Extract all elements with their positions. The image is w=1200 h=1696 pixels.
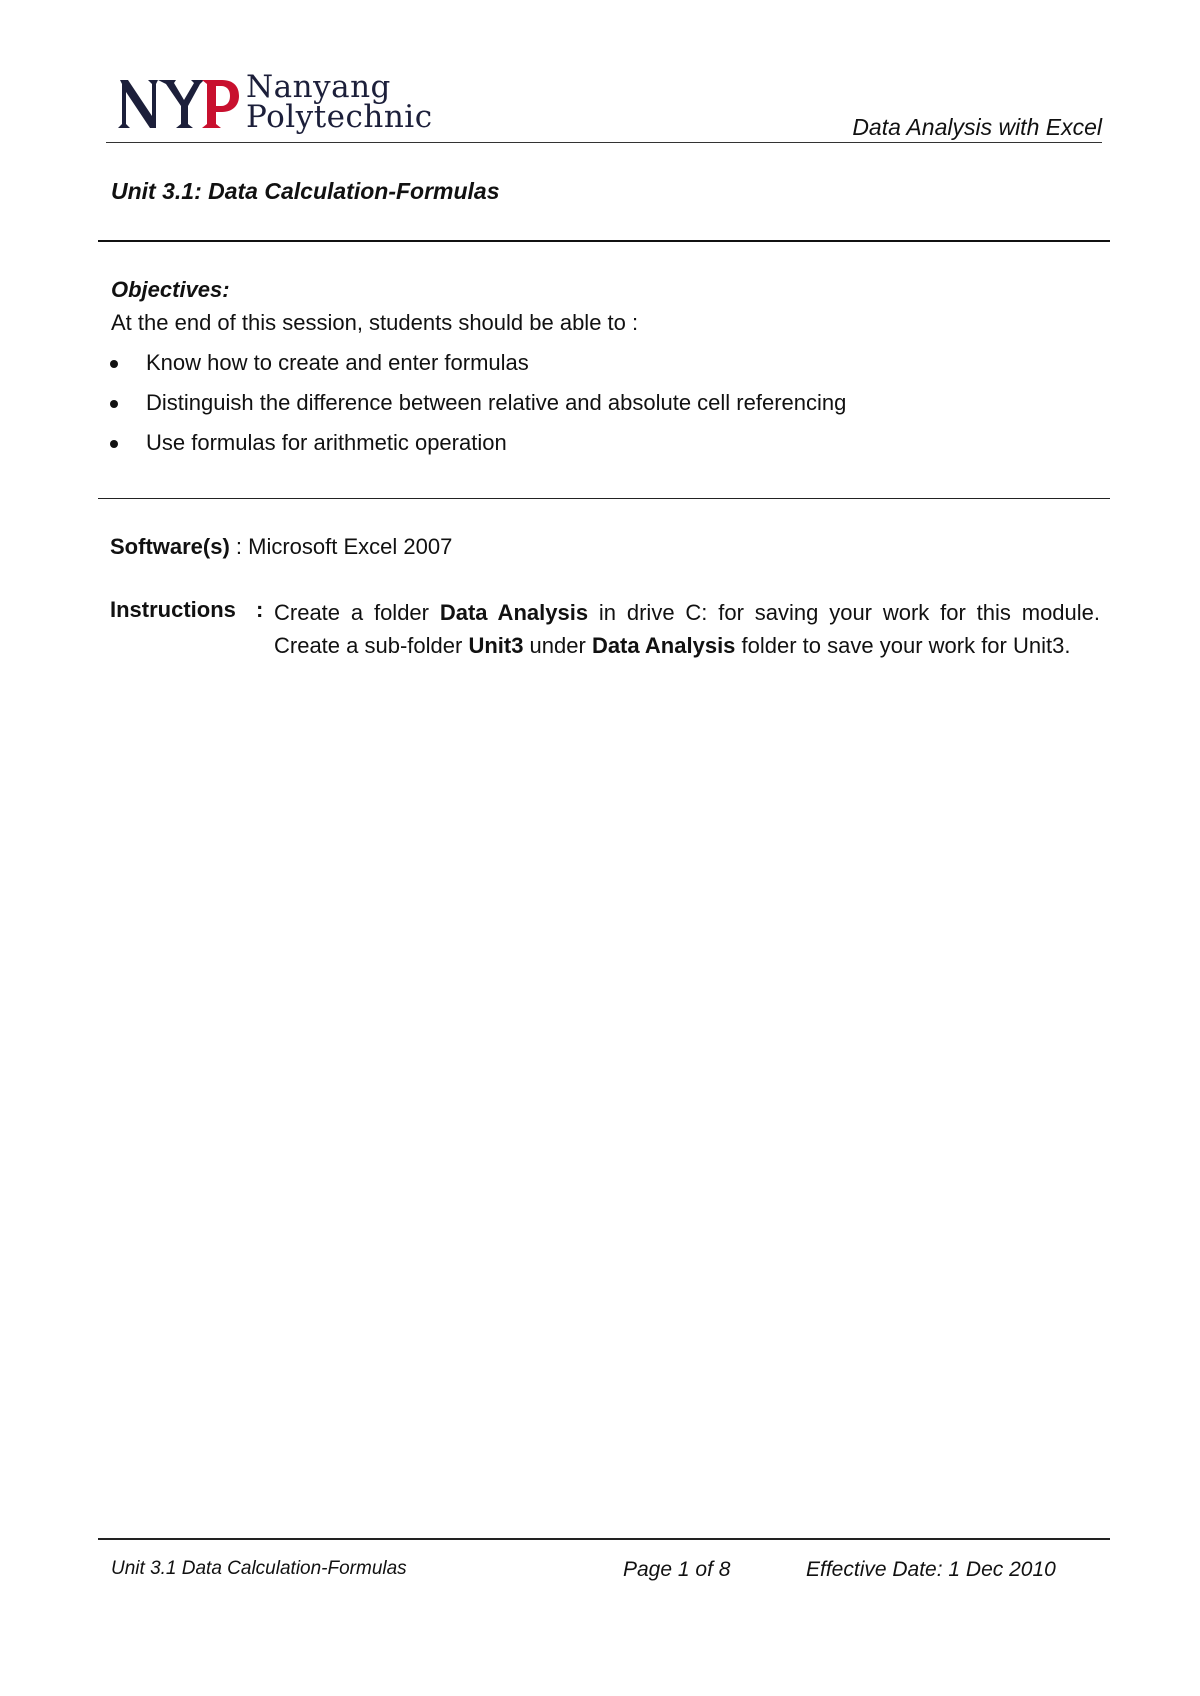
folder-name-data-analysis: Data Analysis: [591, 632, 736, 658]
logo-line-nanyang: Nanyang: [246, 69, 391, 105]
bullet-icon: [110, 400, 118, 408]
footer-page-number: Page 1 of 8: [623, 1558, 731, 1581]
software-value: Microsoft Excel 2007: [248, 534, 453, 559]
footer-divider: [98, 1538, 1110, 1540]
instructions-part: in drive C: for saving your work for this module. Create a sub-folder: [274, 600, 1101, 658]
instructions-part: under: [523, 632, 592, 658]
objectives-heading: Objectives:: [111, 277, 230, 302]
instructions-part: folder to save your work for Unit3.: [735, 632, 1071, 658]
nyp-logo: [118, 69, 433, 136]
objectives-divider: [98, 498, 1110, 499]
objective-item: [106, 430, 846, 470]
course-title: Data Analysis with Excel: [852, 114, 1102, 140]
logo-line-polytechnic: Polytechnic: [246, 99, 433, 135]
folder-name-unit3: Unit3: [468, 632, 524, 658]
footer-effective-date: Effective Date: 1 Dec 2010: [806, 1558, 1056, 1581]
logo-wordmark: [246, 69, 433, 135]
unit-title: Unit 3.1: Data Calculation-Formulas: [111, 178, 500, 204]
objectives-list: [106, 350, 846, 470]
instructions-separator: :: [256, 597, 264, 622]
objective-item: [106, 350, 846, 390]
objective-text: Use formulas for arithmetic operation: [146, 430, 507, 455]
objective-text: Know how to create and enter formulas: [146, 350, 529, 375]
software-separator: :: [229, 534, 249, 559]
header-divider: [106, 142, 1102, 143]
nyp-logo-mark: [118, 72, 240, 136]
instructions-text: [274, 597, 1100, 662]
title-divider: [98, 240, 1110, 242]
objectives-intro: At the end of this session, students should be able to :: [111, 310, 639, 335]
software-row: [110, 534, 452, 560]
objective-item: [106, 390, 846, 430]
instructions-part: Create a folder: [274, 600, 440, 625]
objective-text: Distinguish the difference between relative and absolute cell referencing: [146, 390, 847, 415]
folder-name-data-analysis: Data Analysis: [439, 600, 589, 625]
instructions-label: Instructions: [110, 597, 236, 622]
software-label: Software(s): [110, 534, 230, 559]
bullet-icon: [110, 360, 118, 368]
footer-unit: Unit 3.1 Data Calculation-Formulas: [111, 1558, 407, 1579]
bullet-icon: [110, 440, 118, 448]
